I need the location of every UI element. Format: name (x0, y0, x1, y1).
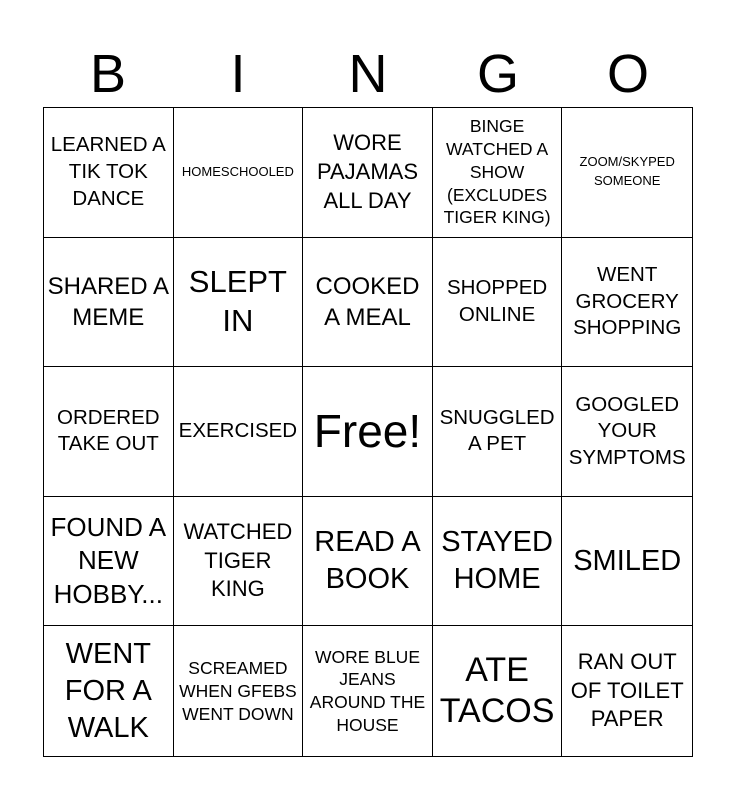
bingo-cell[interactable]: WORE BLUE JEANS AROUND THE HOUSE (303, 626, 433, 756)
header-letter-b: B (89, 44, 127, 104)
bingo-cell[interactable]: WENT FOR A WALK (44, 626, 174, 756)
bingo-cell[interactable]: READ A BOOK (303, 497, 433, 627)
bingo-cell[interactable]: RAN OUT OF TOILET PAPER (570, 649, 684, 732)
bingo-cell[interactable]: GOOGLED YOUR SYMPTOMS (562, 367, 692, 497)
bingo-cell[interactable]: ATE TACOS (433, 626, 563, 756)
bingo-cell[interactable]: FOUND A NEW HOBBY... (44, 497, 174, 627)
bingo-cell[interactable]: SHARED A MEME (44, 238, 174, 368)
bingo-cell[interactable]: WENT GROCERY SHOPPING (562, 238, 692, 368)
bingo-cell[interactable]: SMILED (562, 497, 692, 627)
bingo-cell[interactable]: COOKED A MEAL (303, 238, 433, 368)
bingo-cell[interactable]: SLEPT IN (174, 238, 304, 368)
header-letter-o: O (606, 44, 649, 104)
bingo-cell[interactable]: WORE PAJAMAS ALL DAY (303, 108, 433, 238)
bingo-board (43, 107, 693, 757)
bingo-cell[interactable]: BINGE WATCHED A SHOW (EXCLUDES TIGER KING) (433, 108, 563, 238)
header-letter-i: I (230, 44, 246, 104)
bingo-cell[interactable]: HOMESCHOOLED (174, 108, 304, 238)
bingo-cell[interactable]: LEARNED A TIK TOK DANCE (44, 108, 174, 238)
bingo-cell[interactable]: STAYED HOME (433, 497, 563, 627)
header-letter-g: G (476, 44, 519, 104)
bingo-cell[interactable]: SNUGGLED A PET (433, 367, 563, 497)
bingo-cell[interactable]: ZOOM/SKYPED SOMEONE (562, 108, 692, 238)
bingo-cell[interactable]: WATCHED TIGER KING (174, 497, 304, 627)
header-letter-n: N (348, 44, 388, 104)
bingo-cell[interactable]: EXERCISED (174, 367, 304, 497)
free-space[interactable]: Free! (303, 367, 433, 497)
bingo-cell[interactable]: SHOPPED ONLINE (433, 238, 563, 368)
bingo-cell[interactable]: ORDERED TAKE OUT (44, 367, 174, 497)
bingo-cell[interactable]: SCREAMED WHEN GFEBS WENT DOWN (174, 626, 304, 756)
bingo-header (43, 40, 693, 108)
